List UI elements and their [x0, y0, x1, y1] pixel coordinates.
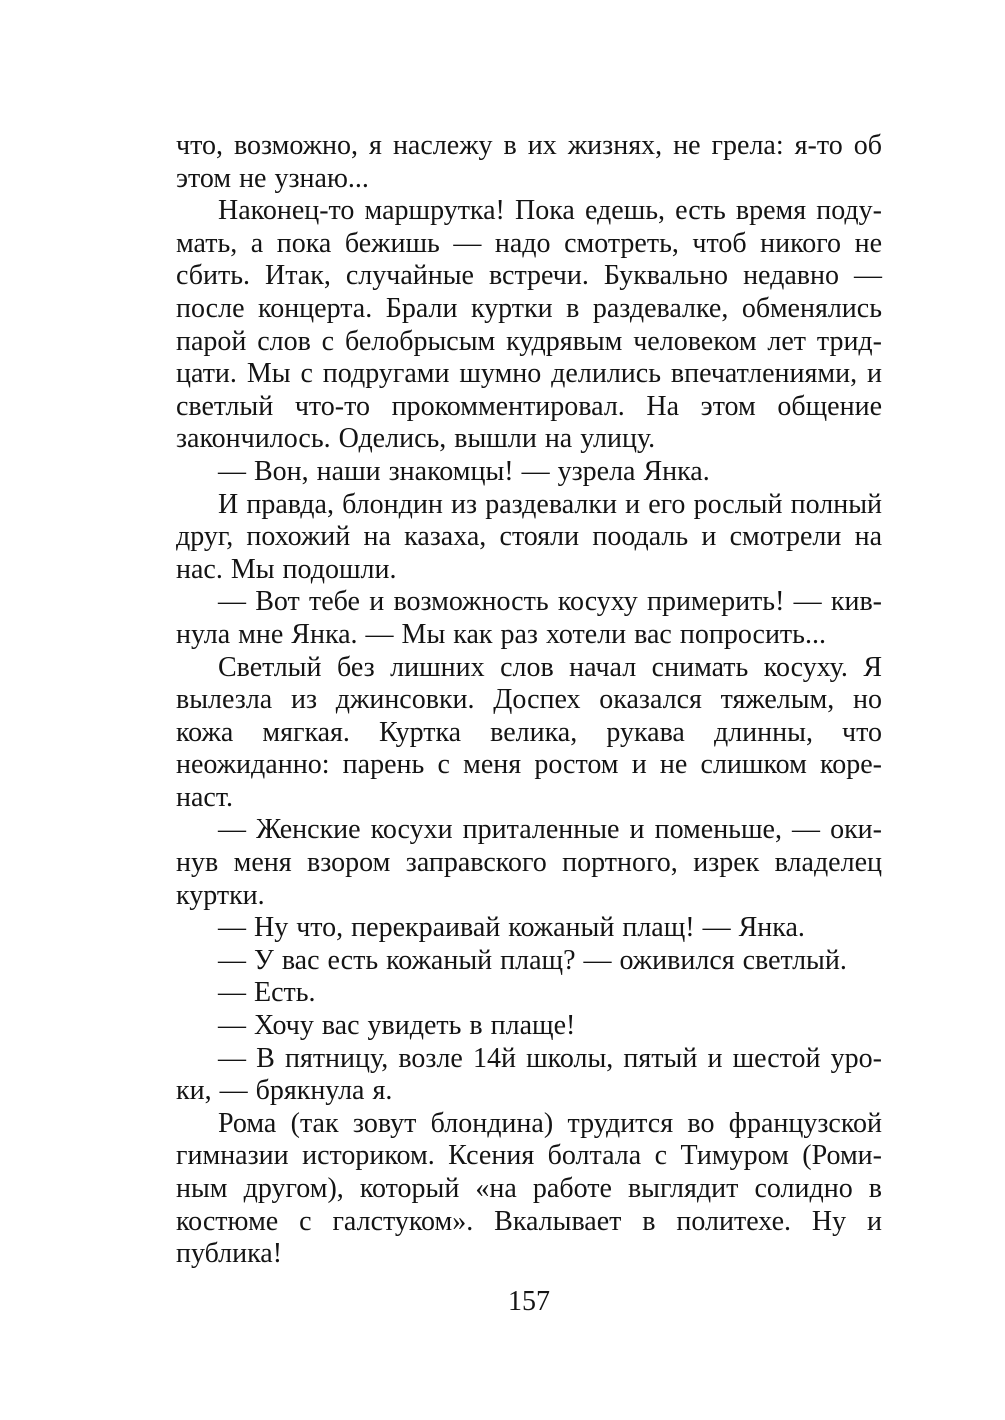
- page-number: 157: [508, 1286, 550, 1317]
- paragraph: — Женские косухи приталенные и поменьше, — окинув меня взором заправского портного, изрек владелец куртки.: [176, 814, 882, 911]
- paragraph: — Вот тебе и возможность косуху примерить! — кивнула мне Янка. — Мы как раз хотели вас попросить...: [176, 586, 882, 650]
- paragraph: — У вас есть кожаный плащ? — оживился светлый.: [218, 944, 847, 976]
- paragraph: — В пятницу, возле 14й школы, пятый и шестой уроки, — брякнула я.: [176, 1042, 882, 1107]
- paragraph: — Хочу вас увидеть в плаще!: [218, 1010, 576, 1042]
- paragraph: И правда, блондин из раздевалки и его рослый полный друг, похожий на казаха, стояли поодаль и смотрели на нас. Мы подошли.: [176, 488, 882, 585]
- paragraph: — Ну что, перекраивай кожаный плащ! — Янка.: [218, 912, 805, 944]
- paragraph: Наконец-то маршрутка! Пока едешь, есть время подумать, а пока бежишь — надо смотреть, чтоб никого не сбить. Итак, случайные встречи. Буквально недавно — после концерта. Брали куртки в раздевалке, обменялись парой слов с белобрысым кудрявым человеком лет тридцати. Мы с подругами шумно делились впечатлениями, и светлый что-то прокомментировал. На этом общение закончилось. Оделись, вышли на улицу.: [176, 195, 882, 455]
- paragraph: Светлый без лишних слов начал снимать косуху. Я вылезла из джинсовки. Доспех оказался тяжелым, но кожа мягкая. Куртка велика, рукава длинны, что неожиданно: парень с меня ростом и не слишком коренаст.: [176, 651, 882, 813]
- paragraph: Рома (так зовут блондина) трудится во французской гимназии историком. Ксения болтала с Тимуром (Роминым другом), который «на работе выглядит солидно в костюме с галстуком». Вкалывает в политехе. Ну и публика!: [176, 1107, 882, 1270]
- paragraph: — Есть.: [218, 977, 316, 1009]
- text-block: [176, 130, 882, 1271]
- paragraph: что, возможно, я наслежу в их жизнях, не грела: я-то об этом не узнаю...: [176, 130, 882, 194]
- paragraph: — Вон, наши знакомцы! — узрела Янка.: [218, 455, 710, 487]
